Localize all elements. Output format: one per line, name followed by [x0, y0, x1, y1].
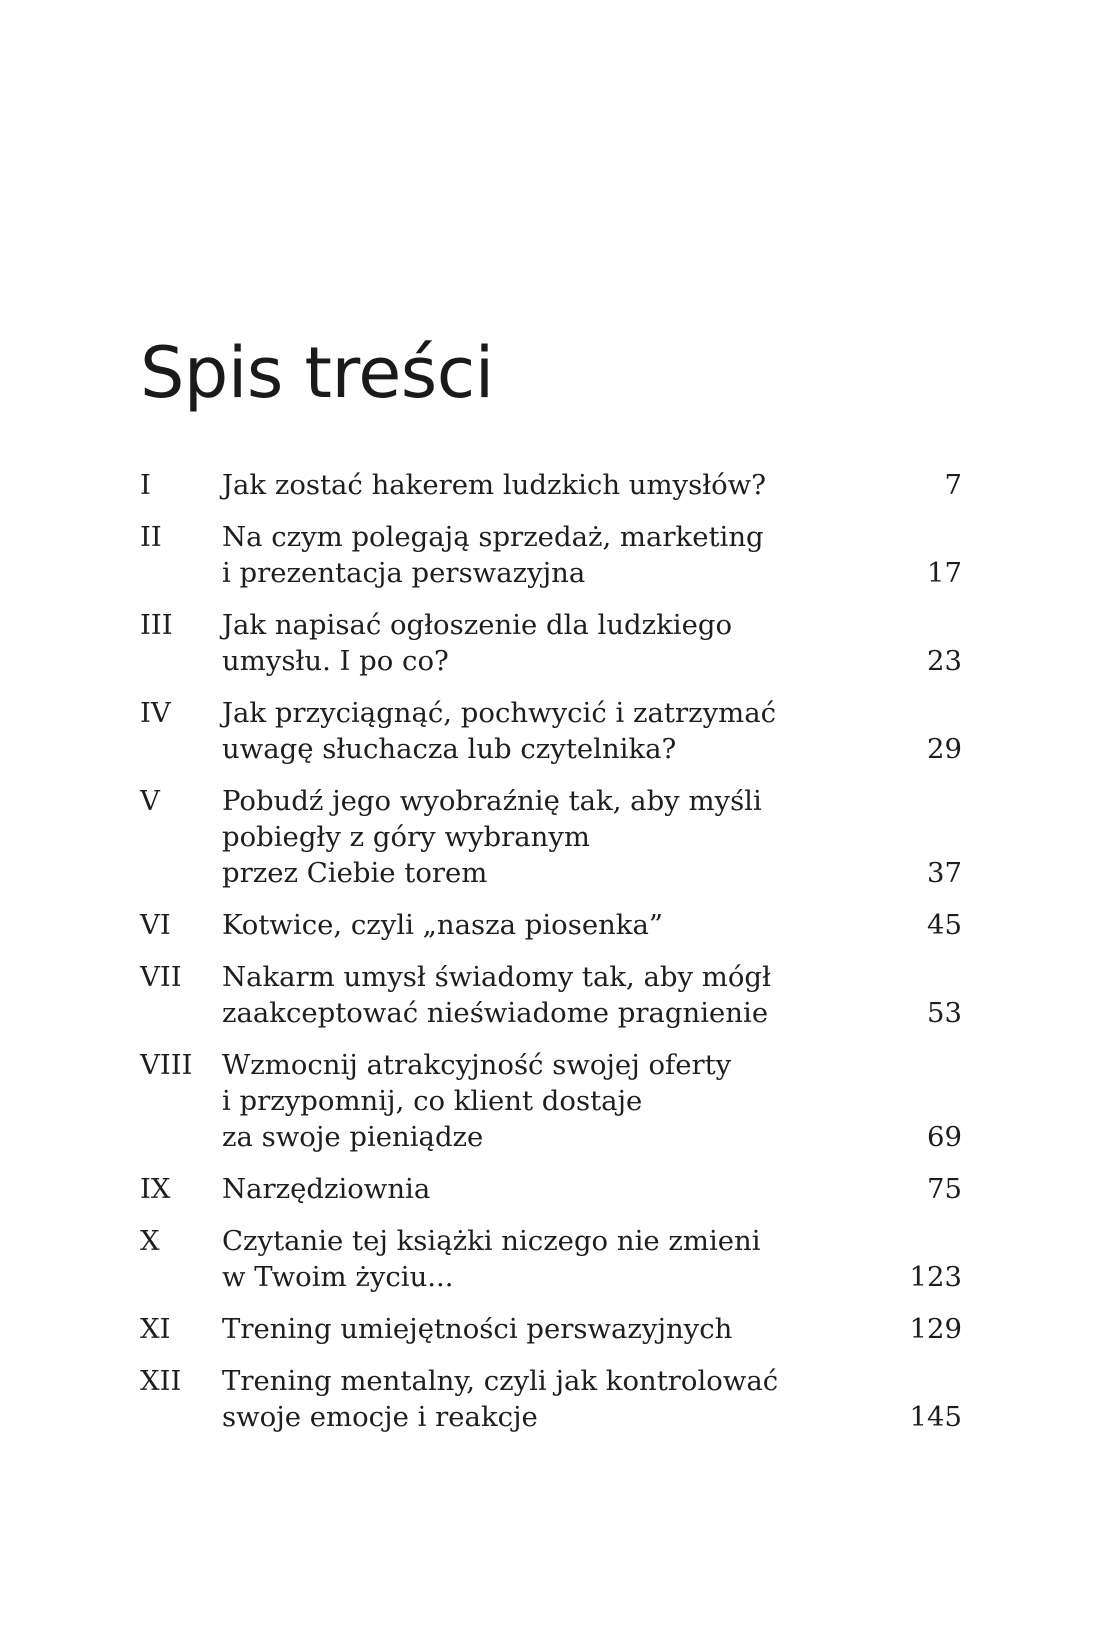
chapter-title-line: Jak zostać hakerem ludzkich umysłów?: [222, 469, 766, 501]
chapter-number: I: [140, 469, 151, 501]
chapter-title-line: Wzmocnij atrakcyjność swojej oferty: [222, 1049, 732, 1081]
toc-entry: [140, 467, 962, 503]
chapter-title-line: uwagę słuchacza lub czytelnika?: [222, 733, 677, 765]
chapter-title: [222, 907, 872, 943]
chapter-title-line: przez Ciebie torem: [222, 857, 488, 889]
chapter-title-line: Jak przyciągnąć, pochwycić i zatrzymać: [222, 697, 776, 729]
chapter-title: [222, 959, 872, 1031]
chapter-title-line: i przypomnij, co klient dostaje: [222, 1085, 643, 1117]
page-number: 123: [909, 1261, 962, 1293]
toc-entry: [140, 783, 962, 891]
page-number: 29: [927, 733, 962, 765]
chapter-number: III: [140, 609, 173, 641]
page-number: 53: [927, 997, 962, 1029]
chapter-title: [222, 1311, 872, 1347]
page-number: 17: [927, 557, 962, 589]
chapter-title-line: Kotwice, czyli „nasza piosenka”: [222, 909, 663, 941]
chapter-number: IV: [140, 697, 171, 729]
toc-entry: [140, 607, 962, 679]
chapter-title: [222, 1047, 872, 1155]
toc-entry: [140, 519, 962, 591]
page-number: 23: [927, 645, 962, 677]
chapter-title: [222, 695, 872, 767]
chapter-title-line: Czytanie tej książki niczego nie zmieni: [222, 1225, 761, 1257]
chapter-number: V: [140, 785, 160, 817]
chapter-title-line: w Twoim życiu...: [222, 1261, 454, 1293]
chapter-number: XI: [140, 1313, 171, 1345]
chapter-title-line: swoje emocje i reakcje: [222, 1401, 538, 1433]
toc-entry: [140, 695, 962, 767]
chapter-title-line: Jak napisać ogłoszenie dla ludzkiego: [222, 609, 733, 641]
table-of-contents: [140, 467, 962, 1451]
chapter-number: VIII: [140, 1049, 193, 1081]
page-number: 45: [927, 909, 962, 941]
toc-entry: [140, 1311, 962, 1347]
page-number: 37: [927, 857, 962, 889]
page-number: 69: [927, 1121, 962, 1153]
chapter-title: [222, 1363, 872, 1435]
chapter-title: [222, 607, 872, 679]
toc-entry: [140, 1363, 962, 1435]
chapter-title-line: Pobudź jego wyobraźnię tak, aby myśli: [222, 785, 762, 817]
chapter-title: [222, 1223, 872, 1295]
page-title: Spis treści: [140, 332, 494, 414]
chapter-title-line: pobiegły z góry wybranym: [222, 821, 590, 853]
page-number: 7: [944, 469, 962, 501]
chapter-title-line: i prezentacja perswazyjna: [222, 557, 586, 589]
toc-entry: [140, 1223, 962, 1295]
chapter-title-line: za swoje pieniądze: [222, 1121, 484, 1153]
chapter-title-line: zaakceptować nieświadome pragnienie: [222, 997, 769, 1029]
chapter-title-line: umysłu. I po co?: [222, 645, 449, 677]
chapter-number: X: [140, 1225, 160, 1257]
chapter-title-line: Nakarm umysł świadomy tak, aby mógł: [222, 961, 771, 993]
chapter-title: [222, 1171, 872, 1207]
page-number: 145: [909, 1401, 962, 1433]
page-number: 129: [909, 1313, 962, 1345]
page-number: 75: [927, 1173, 962, 1205]
chapter-title-line: Na czym polegają sprzedaż, marketing: [222, 521, 764, 553]
toc-entry: [140, 959, 962, 1031]
chapter-title-line: Trening umiejętności perswazyjnych: [222, 1313, 733, 1345]
chapter-number: IX: [140, 1173, 171, 1205]
chapter-title-line: Trening mentalny, czyli jak kontrolować: [222, 1365, 779, 1397]
chapter-number: VI: [140, 909, 171, 941]
chapter-number: XII: [140, 1365, 182, 1397]
toc-entry: [140, 1047, 962, 1155]
chapter-title: [222, 519, 872, 591]
chapter-number: II: [140, 521, 162, 553]
chapter-number: VII: [140, 961, 182, 993]
toc-entry: [140, 907, 962, 943]
chapter-title: [222, 783, 872, 891]
toc-entry: [140, 1171, 962, 1207]
chapter-title-line: Narzędziownia: [222, 1173, 431, 1205]
chapter-title: [222, 467, 872, 503]
